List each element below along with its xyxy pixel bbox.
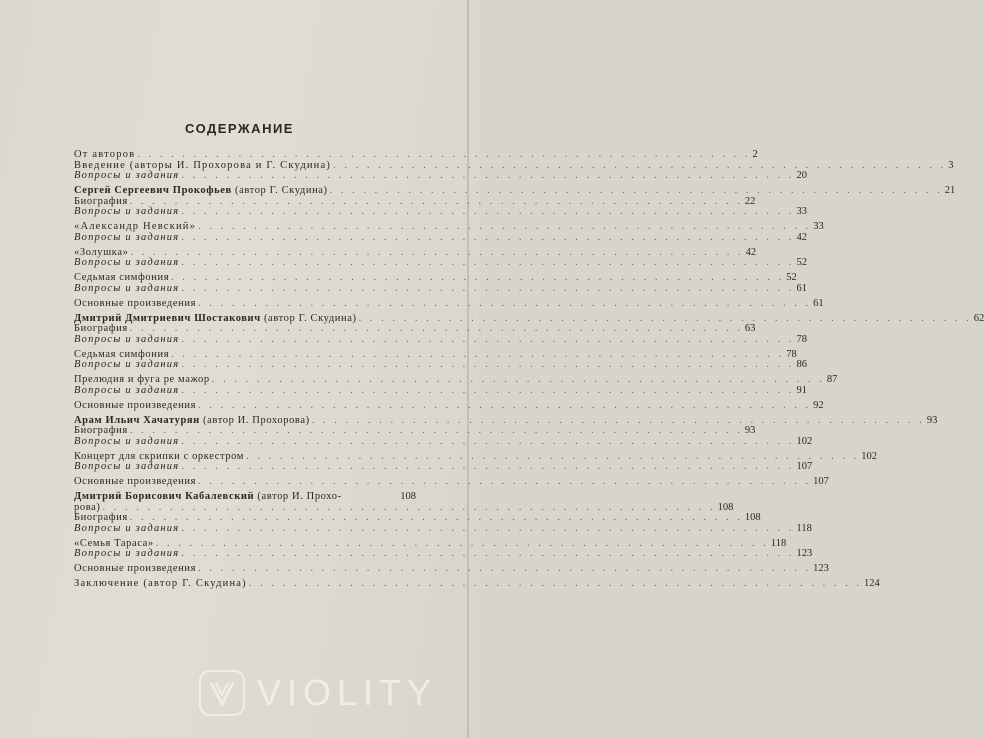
toc-page-number: 108 bbox=[744, 512, 761, 523]
toc-entry bbox=[74, 170, 807, 182]
toc-entry-title bbox=[74, 186, 328, 197]
dot-leader: . . . . . . . . . . . . . . . . . . . . . . . . . . . . . . . . . . . . . . . . . . . . . . . . . . . . . . . bbox=[181, 231, 795, 243]
toc-page-number: 108 bbox=[717, 501, 734, 513]
toc-page-number: 93 bbox=[744, 425, 756, 436]
composer-name: Дмитрий Борисович Кабалевский bbox=[74, 491, 255, 502]
toc-entry-title: «Семья Тараса» bbox=[74, 537, 154, 549]
dot-leader: . . . . . . . . . . . . . . . . . . . . . . . . . . . . . . . . . . . . . . . . . . . . . . . . . . . . . . . bbox=[181, 282, 795, 294]
toc-page-number: 61 bbox=[813, 297, 824, 309]
toc-entry-title: Вопросы и задания bbox=[74, 206, 180, 217]
toc-page-number: 78 bbox=[796, 333, 807, 345]
toc-page-number: 124 bbox=[863, 578, 880, 589]
toc-entry bbox=[74, 374, 838, 386]
toc-page-number: 87 bbox=[826, 374, 838, 385]
composer-name: Дмитрий Дмитриевич Шостакович bbox=[74, 312, 261, 324]
watermark-logo bbox=[199, 670, 437, 716]
toc-page-number: 108 bbox=[400, 491, 416, 502]
toc-entry-title: Прелюдия и фуга ре мажор bbox=[74, 374, 210, 385]
toc-entry-title: Вопросы и задания bbox=[74, 435, 180, 447]
toc-page-number: 22 bbox=[744, 195, 756, 207]
dot-leader: . . . . . . . . . . . . . . . . . . . . . . . . . . . . . . . . . . . . . . . . . . . . . . . . . . . . . . . bbox=[198, 476, 812, 487]
toc-page-number: 93 bbox=[926, 414, 938, 426]
toc-entry bbox=[74, 399, 824, 412]
dot-leader: . . . . . . . . . . . . . . . . . . . . . . . . . . . . . . . . . . . . . . . . . . . . . . . . . . . . . . . bbox=[211, 374, 825, 385]
toc-entry-title: Биография bbox=[74, 323, 128, 334]
dot-leader: . . . . . . . . . . . . . . . . . . . . . . . . . . . . . . . . . . . . . . . . . . . . . . . . . . . . . . . bbox=[181, 170, 795, 181]
toc-entry bbox=[74, 282, 807, 295]
toc-page-number: 33 bbox=[796, 206, 807, 217]
dot-leader: . . . . . . . . . . . . . . . . . . . . . . . . . . . . . . . . . . . . . . . . . . . . . . . . . . . . . . . bbox=[130, 246, 744, 258]
violity-logo-icon bbox=[199, 670, 245, 716]
toc-entry bbox=[74, 149, 758, 161]
toc-entry-title: Введение (авторы И. Прохорова и Г. Скудина) bbox=[74, 159, 332, 171]
dot-leader: . . . . . . . . . . . . . . . . . . . . . . . . . . . . . . . . . . . . . . . . . . . . . . . . . . . . . . . bbox=[198, 563, 812, 574]
toc-entry bbox=[74, 257, 807, 269]
dot-leader: . . . . . . . . . . . . . . . . . . . . . . . . . . . . . . . . . . . . . . . . . . . . . . . . . . . . . . . bbox=[181, 359, 795, 370]
toc-page-number: 123 bbox=[813, 563, 829, 574]
toc-entry-title bbox=[74, 492, 342, 503]
toc-entry bbox=[74, 548, 813, 560]
toc-page-number: 86 bbox=[796, 359, 807, 370]
dot-leader: . . . . . . . . . . . . . . . . . . . . . . . . . . . . . . . . . . . . . . . . . . . . . . . . . . . . . . . bbox=[358, 312, 972, 324]
toc-page-number: 42 bbox=[796, 231, 807, 243]
toc-entry-title: От авторов bbox=[74, 149, 136, 160]
toc-page-number: 33 bbox=[813, 221, 824, 232]
toc-entry-title: Концерт для скрипки с оркестром bbox=[74, 450, 245, 462]
dot-leader: . . . . . . . . . . . . . . . . . . . . . . . . . . . . . . . . . . . . . . . . . . . . . . . . . . . . . . . bbox=[333, 159, 947, 171]
toc-entry-title: Седьмая симфония bbox=[74, 272, 170, 283]
toc-entry-title: Вопросы и задания bbox=[74, 548, 180, 559]
toc-page-number: 92 bbox=[813, 399, 824, 411]
toc-page-number: 2 bbox=[752, 149, 758, 160]
toc-entry bbox=[74, 384, 807, 397]
toc-entry-title: Вопросы и задания bbox=[74, 282, 180, 294]
toc-page-number: 52 bbox=[786, 272, 797, 283]
dot-leader: . . . . . . . . . . . . . . . . . . . . . . . . . . . . . . . . . . . . . . . . . . . . . . . . . . . . . . . bbox=[129, 195, 743, 207]
dot-leader: . . . . . . . . . . . . . . . . . . . . . . . . . . . . . . . . . . . . . . . . . . . . . . . . . . . . . . . bbox=[181, 548, 795, 559]
dot-leader: . . . . . . . . . . . . . . . . . . . . . . . . . . . . . . . . . . . . . . . . . . . . . . . . . . . . . . . bbox=[129, 512, 743, 523]
toc-page-number: 78 bbox=[786, 348, 797, 360]
toc-entry-title: Основные произведения bbox=[74, 399, 197, 411]
toc-page-number: 21 bbox=[944, 185, 956, 196]
toc-entry bbox=[74, 206, 807, 218]
author-credit: (автор И. Прохорова) bbox=[199, 414, 310, 426]
toc-entry bbox=[74, 221, 824, 233]
toc-page-number: 107 bbox=[813, 476, 829, 487]
toc-entry bbox=[74, 185, 956, 197]
toc-entry-title: Вопросы и задания bbox=[74, 231, 180, 243]
dot-leader: . . . . . . . . . . . . . . . . . . . . . . . . . . . . . . . . . . . . . . . . . . . . . . . . . . . . . . . bbox=[181, 384, 795, 396]
dot-leader: . . . . . . . . . . . . . . . . . . . . . . . . . . . . . . . . . . . . . . . . . . . . . . . . . . . . . . . bbox=[102, 501, 716, 513]
toc-page-number: 123 bbox=[796, 548, 813, 559]
toc-entry-title: Биография bbox=[74, 512, 128, 523]
toc-page-number: 118 bbox=[770, 537, 787, 549]
toc-entry bbox=[74, 563, 829, 575]
toc-entry-title: Вопросы и задания bbox=[74, 461, 180, 472]
dot-leader: . . . . . . . . . . . . . . . . . . . . . . . . . . . . . . . . . . . . . . . . . . . . . . . . . . . . . . . bbox=[137, 149, 751, 160]
dot-leader: . . . . . . . . . . . . . . . . . . . . . . . . . . . . . . . . . . . . . . . . . . . . . . . . . . . . . . . bbox=[129, 323, 743, 334]
dot-leader: . . . . . . . . . . . . . . . . . . . . . . . . . . . . . . . . . . . . . . . . . . . . . . . . . . . . . . . bbox=[329, 185, 943, 196]
v-shape-icon bbox=[207, 678, 237, 708]
dot-leader: . . . . . . . . . . . . . . . . . . . . . . . . . . . . . . . . . . . . . . . . . . . . . . . . . . . . . . . bbox=[171, 348, 785, 360]
toc-entry-title: «Золушка» bbox=[74, 246, 129, 258]
toc-page-number: 107 bbox=[796, 461, 813, 472]
toc-entry-title: Основные произведения bbox=[74, 476, 197, 487]
dot-leader: . . . . . . . . . . . . . . . . . . . . . . . . . . . . . . . . . . . . . . . . . . . . . . . . . . . . . . . bbox=[198, 399, 812, 411]
dot-leader: . . . . . . . . . . . . . . . . . . . . . . . . . . . . . . . . . . . . . . . . . . . . . . . . . . . . . . . bbox=[246, 450, 860, 462]
toc-page-number: 62 bbox=[973, 312, 984, 324]
author-credit: (автор Г. Скудина) bbox=[260, 312, 357, 324]
composer-name: Сергей Сергеевич Прокофьев bbox=[74, 185, 232, 196]
toc-entry-title: Основные произведения bbox=[74, 563, 197, 574]
toc-entry-title: Биография bbox=[74, 425, 128, 436]
composer-name: Арам Ильич Хачатурян bbox=[74, 414, 200, 426]
toc-entry bbox=[74, 425, 756, 437]
toc-entry bbox=[74, 492, 416, 503]
toc-entry-title: Вопросы и задания bbox=[74, 522, 180, 534]
toc-entry bbox=[74, 461, 813, 473]
toc-entry bbox=[74, 333, 807, 346]
dot-leader: . . . . . . . . . . . . . . . . . . . . . . . . . . . . . . . . . . . . . . . . . . . . . . . . . . . . . . . bbox=[198, 297, 812, 309]
dot-leader: . . . . . . . . . . . . . . . . . . . . . . . . . . . . . . . . . . . . . . . . . . . . . . . . . . . . . . . bbox=[155, 537, 769, 549]
author-credit: (автор И. Прохо- bbox=[254, 491, 342, 502]
toc-entry bbox=[74, 435, 813, 448]
dot-leader: . . . . . . . . . . . . . . . . . . . . . . . . . . . . . . . . . . . . . . . . . . . . . . . . . . . . . . . bbox=[129, 425, 743, 436]
watermark-text: VIOLITY bbox=[257, 672, 438, 713]
author-credit: (автор Г. Скудина) bbox=[231, 185, 328, 196]
toc-page-number: 63 bbox=[744, 323, 756, 334]
toc-entry-title: Вопросы и задания bbox=[74, 384, 180, 396]
toc-entry-title: Вопросы и задания bbox=[74, 359, 180, 370]
dot-leader: . . . . . . . . . . . . . . . . . . . . . . . . . . . . . . . . . . . . . . . . . . . . . . . . . . . . . . . bbox=[181, 257, 795, 268]
toc-page-number: 52 bbox=[796, 257, 807, 268]
dot-leader: . . . . . . . . . . . . . . . . . . . . . . . . . . . . . . . . . . . . . . . . . . . . . . . . . . . . . . . bbox=[311, 414, 925, 426]
toc-page-number: 102 bbox=[796, 435, 813, 447]
dot-leader: . . . . . . . . . . . . . . . . . . . . . . . . . . . . . . . . . . . . . . . . . . . . . . . . . . . . . . . bbox=[181, 522, 795, 534]
toc-entry bbox=[74, 512, 761, 524]
toc-entry bbox=[74, 522, 812, 535]
dot-leader: . . . . . . . . . . . . . . . . . . . . . . . . . . . . . . . . . . . . . . . . . . . . . . . . . . . . . . . bbox=[171, 272, 785, 283]
toc-entry-title: «Александр Невский» bbox=[74, 221, 197, 232]
toc-entry-title: Вопросы и задания bbox=[74, 257, 180, 268]
dot-leader: . . . . . . . . . . . . . . . . . . . . . . . . . . . . . . . . . . . . . . . . . . . . . . . . . . . . . . . bbox=[248, 578, 862, 589]
toc-entry-title: Седьмая симфония bbox=[74, 348, 170, 360]
toc-page-number: 91 bbox=[796, 384, 807, 396]
toc-entry bbox=[74, 359, 807, 371]
toc-page-number: 20 bbox=[796, 170, 807, 181]
dot-leader: . . . . . . . . . . . . . . . . . . . . . . . . . . . . . . . . . . . . . . . . . . . . . . . . . . . . . . . bbox=[198, 221, 812, 232]
page-title: СОДЕРЖАНИЕ bbox=[185, 121, 294, 136]
toc-entry bbox=[74, 323, 756, 335]
dot-leader: . . . . . . . . . . . . . . . . . . . . . . . . . . . . . . . . . . . . . . . . . . . . . . . . . . . . . . . bbox=[181, 461, 795, 472]
dot-leader: . . . . . . . . . . . . . . . . . . . . . . . . . . . . . . . . . . . . . . . . . . . . . . . . . . . . . . . bbox=[181, 333, 795, 345]
toc-entry bbox=[74, 272, 797, 284]
toc-entry-title: Вопросы и задания bbox=[74, 333, 180, 345]
toc-entry-title: Биография bbox=[74, 195, 128, 207]
toc-entry bbox=[74, 476, 829, 488]
toc-page-number: 3 bbox=[948, 159, 954, 171]
table-of-contents bbox=[74, 149, 984, 590]
toc-entry-title: рова) bbox=[74, 501, 101, 513]
toc-page-number: 42 bbox=[745, 246, 757, 258]
dot-leader: . . . . . . . . . . . . . . . . . . . . . . . . . . . . . . . . . . . . . . . . . . . . . . . . . . . . . . . bbox=[181, 435, 795, 447]
toc-entry-title: Основные произведения bbox=[74, 297, 197, 309]
toc-entry-title: Заключение (автор Г. Скудина) bbox=[74, 578, 247, 589]
toc-entry bbox=[74, 231, 807, 244]
toc-entry bbox=[74, 297, 824, 310]
toc-entry bbox=[74, 578, 880, 590]
toc-page-number: 61 bbox=[796, 282, 807, 294]
toc-page-number: 118 bbox=[796, 522, 812, 534]
dot-leader: . . . . . . . . . . . . . . . . . . . . . . . . . . . . . . . . . . . . . . . . . . . . . . . . . . . . . . . bbox=[181, 206, 795, 217]
toc-entry-title: Вопросы и задания bbox=[74, 170, 180, 181]
toc-page-number: 102 bbox=[861, 450, 877, 462]
